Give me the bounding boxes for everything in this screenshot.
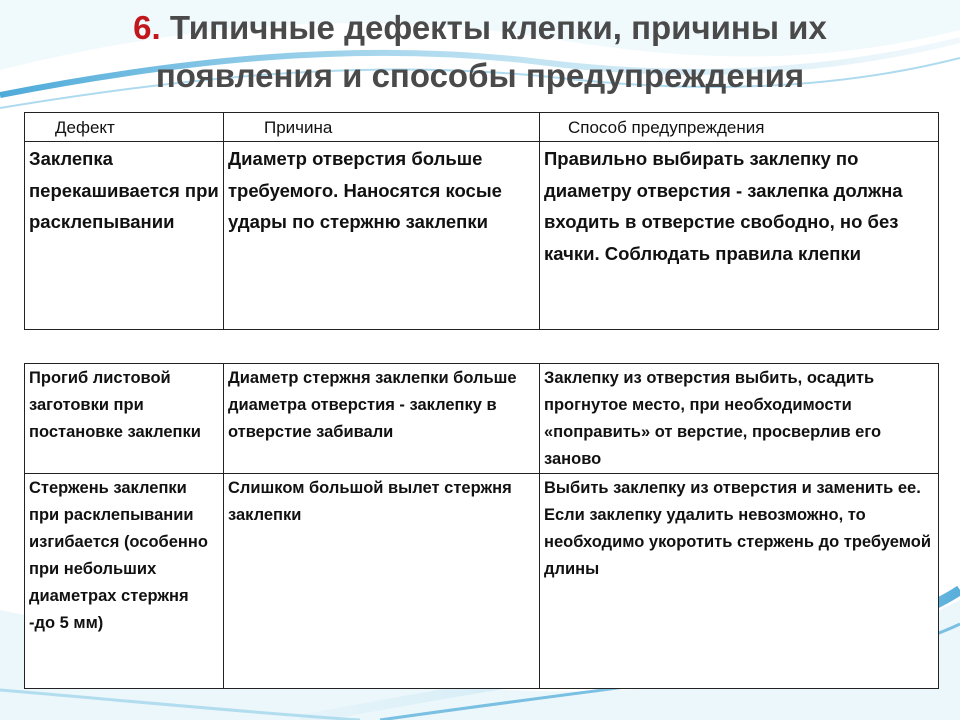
header-defect: Дефект — [25, 113, 224, 142]
slide-title — [40, 4, 920, 100]
table-row — [25, 364, 939, 474]
cell-cause: Диаметр стержня заклепки больше диаметра отверстия - заклепку в отверстие забивали — [224, 364, 540, 474]
defects-table-top — [24, 112, 939, 330]
cell-defect: Стержень заклепки при расклепывании изгибается (особенно при небольших диаметрах стержня -до 5 мм) — [25, 474, 224, 689]
cell-prevention: Выбить заклепку из отверстия и заменить ее. Если заклепку удалить невозможно, то необходимо укоротить стержень до требуемой длины — [540, 474, 939, 689]
title-line-2: появления и способы предупреждения — [155, 57, 805, 94]
cell-prevention: Заклепку из отверстия выбить, осадить прогнутое место, при необходимости «поправить» от верстие, просверлив его заново — [540, 364, 939, 474]
header-cause: Причина — [224, 113, 540, 142]
cell-defect: Заклепка перекашивается при расклепывании — [25, 142, 224, 330]
title-line-1 — [40, 4, 920, 52]
table-row — [25, 474, 939, 689]
cell-defect: Прогиб листовой заготовки при постановке заклепки — [25, 364, 224, 474]
title-number: 6. — [133, 9, 161, 46]
table-row — [25, 142, 939, 330]
defects-table-bottom — [24, 363, 939, 689]
header-prevention: Способ предупреждения — [540, 113, 939, 142]
cell-cause: Диаметр отверстия больше требуемого. Наносятся косые удары по стержню заклепки — [224, 142, 540, 330]
cell-cause: Слишком большой вылет стержня заклепки — [224, 474, 540, 689]
title-line-1-text: Типичные дефекты клепки, причины их — [169, 9, 827, 46]
table-header-row — [25, 113, 939, 142]
cell-prevention: Правильно выбирать заклепку по диаметру отверстия - заклепка должна входить в отверстие свободно, но без качки. Соблюдать правила клепки — [540, 142, 939, 330]
